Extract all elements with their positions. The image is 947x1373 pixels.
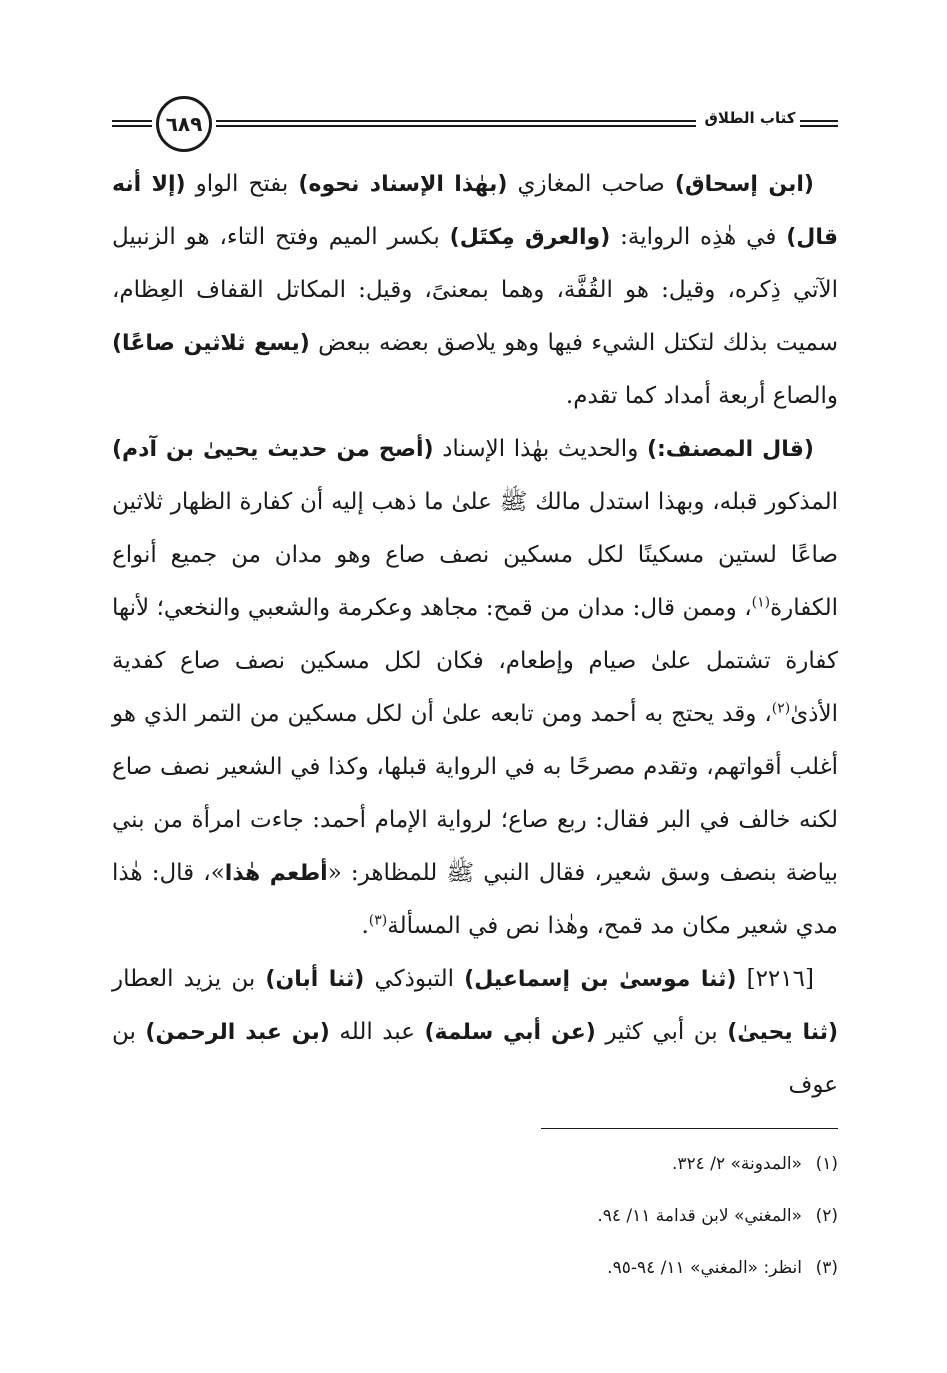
text-span: . [361, 913, 369, 939]
text-span: ، وقد يحتج به أحمد ومن تابعه علىٰ أن لكل مسكين من التمر الذي هو أغلب أقواتهم، وتقدم مصرحًا به في الرواية قبلها، وكذا في الشعير نصف صاع لكنه خالف في البر فقال: ربع صاع؛ لرواية الإمام أحمد: جاءت امرأة من بني بياضة بنصف وسق شعير، فقال النبي ﷺ للمظاهر: « [112, 701, 838, 886]
header-rule-middle [216, 120, 696, 127]
main-text [112, 158, 838, 1112]
page-header [112, 96, 838, 156]
text-span: صاحب المغازي [507, 171, 675, 197]
bold-phrase: (بهٰذا الإسناد نحوه) [298, 172, 508, 197]
text-span: التبوذكي [364, 966, 465, 992]
text-span: عبد الله [329, 1019, 425, 1045]
bold-phrase: (أصح من حديث يحيىٰ بن آدم) [112, 437, 434, 462]
footnote-ref-3: (٣) [368, 912, 388, 929]
bold-phrase: (قال المصنف:) [646, 437, 814, 462]
text-span: في هٰذِه الرواية: [610, 224, 787, 250]
bold-phrase: (عن أبي سلمة) [424, 1020, 596, 1045]
text-span: والصاع أربعة أمداد كما تقدم. [565, 383, 838, 409]
bold-phrase: (ثنا أبان) [265, 967, 365, 992]
text-span: ، وممن قال: مدان من قمح: مجاهد وعكرمة والشعبي والنخعي؛ لأنها كفارة تشتمل علىٰ صيام وإطعام، فكان لكل مسكين نصف صاع كفدية الأذىٰ [112, 595, 838, 727]
footnote-text: «المدونة» ٢/ ٣٢٤. [671, 1154, 802, 1174]
text-span: والحديث بهٰذا الإسناد [433, 436, 647, 462]
text-span: بن أبي كثير [595, 1019, 728, 1045]
footnote-number: (٢) [815, 1206, 838, 1226]
page-number: ٦٨٩ [156, 96, 212, 152]
footnote-1 [112, 1138, 838, 1190]
text-span: بكسر الميم وفتح التاء، هو الزنبيل الآتي ذِكره، وقيل: هو القُفَّة، وهما بمعنىً، وقيل: المكاتل القفاف العِظام، سميت بذلك لتكتل الشيء فيها وهو يلاصق بعضه ببعض [112, 224, 838, 356]
footnote-3 [112, 1242, 838, 1294]
text-span: بن عوف [112, 1019, 838, 1098]
bold-phrase: (يسع ثلاثين صاعًا) [112, 331, 310, 356]
footnote-ref-1: (١) [751, 594, 771, 611]
bold-phrase: (بن عبد الرحمن) [145, 1020, 330, 1045]
chapter-title: كتاب الطلاق [704, 109, 796, 127]
text-span: بن يزيد العطار [112, 966, 266, 992]
bold-phrase: (والعرق مِكتَل) [449, 225, 611, 250]
bold-phrase: (ثنا يحيىٰ) [727, 1020, 839, 1045]
bold-phrase: (إلا أنه قال) [112, 172, 838, 250]
footnote-text: انظر: «المغني» ١١/ ٩٤-٩٥. [607, 1258, 802, 1278]
header-rule-right [800, 120, 838, 127]
paragraph-2 [112, 423, 838, 953]
paragraph-3 [112, 953, 838, 1112]
paragraph-1 [112, 158, 838, 423]
footnote-number: (٣) [815, 1258, 838, 1278]
footnote-number: (١) [815, 1154, 838, 1174]
footnotes [112, 1138, 838, 1294]
hadith-number: [٢٢١٦] [736, 966, 814, 992]
footnote-ref-2: (٢) [771, 700, 791, 717]
text-span: بفتح الواو [185, 171, 299, 197]
bold-phrase: (ابن إسحاق) [674, 172, 814, 197]
text-span: المذكور قبله، وبهذا استدل مالك ﷺ علىٰ ما ذهب إليه أن كفارة الظهار ثلاثين صاعًا لستين مسكينًا لكل مسكين نصف صاع وهو مدان من جميع أنواع الكفارة [112, 489, 838, 621]
bold-phrase: (ثنا موسىٰ بن إسماعيل) [464, 967, 737, 992]
footnote-text: «المغني» لابن قدامة ١١/ ٩٤. [597, 1206, 802, 1226]
footnote-separator [541, 1128, 838, 1129]
header-rule-left [112, 120, 152, 127]
footnote-2 [112, 1190, 838, 1242]
bold-phrase: أطعم هٰذا [224, 861, 328, 886]
text-span: »، قال: هٰذا مدي شعير مكان مد قمح، وهٰذا نص في المسألة [112, 860, 838, 939]
